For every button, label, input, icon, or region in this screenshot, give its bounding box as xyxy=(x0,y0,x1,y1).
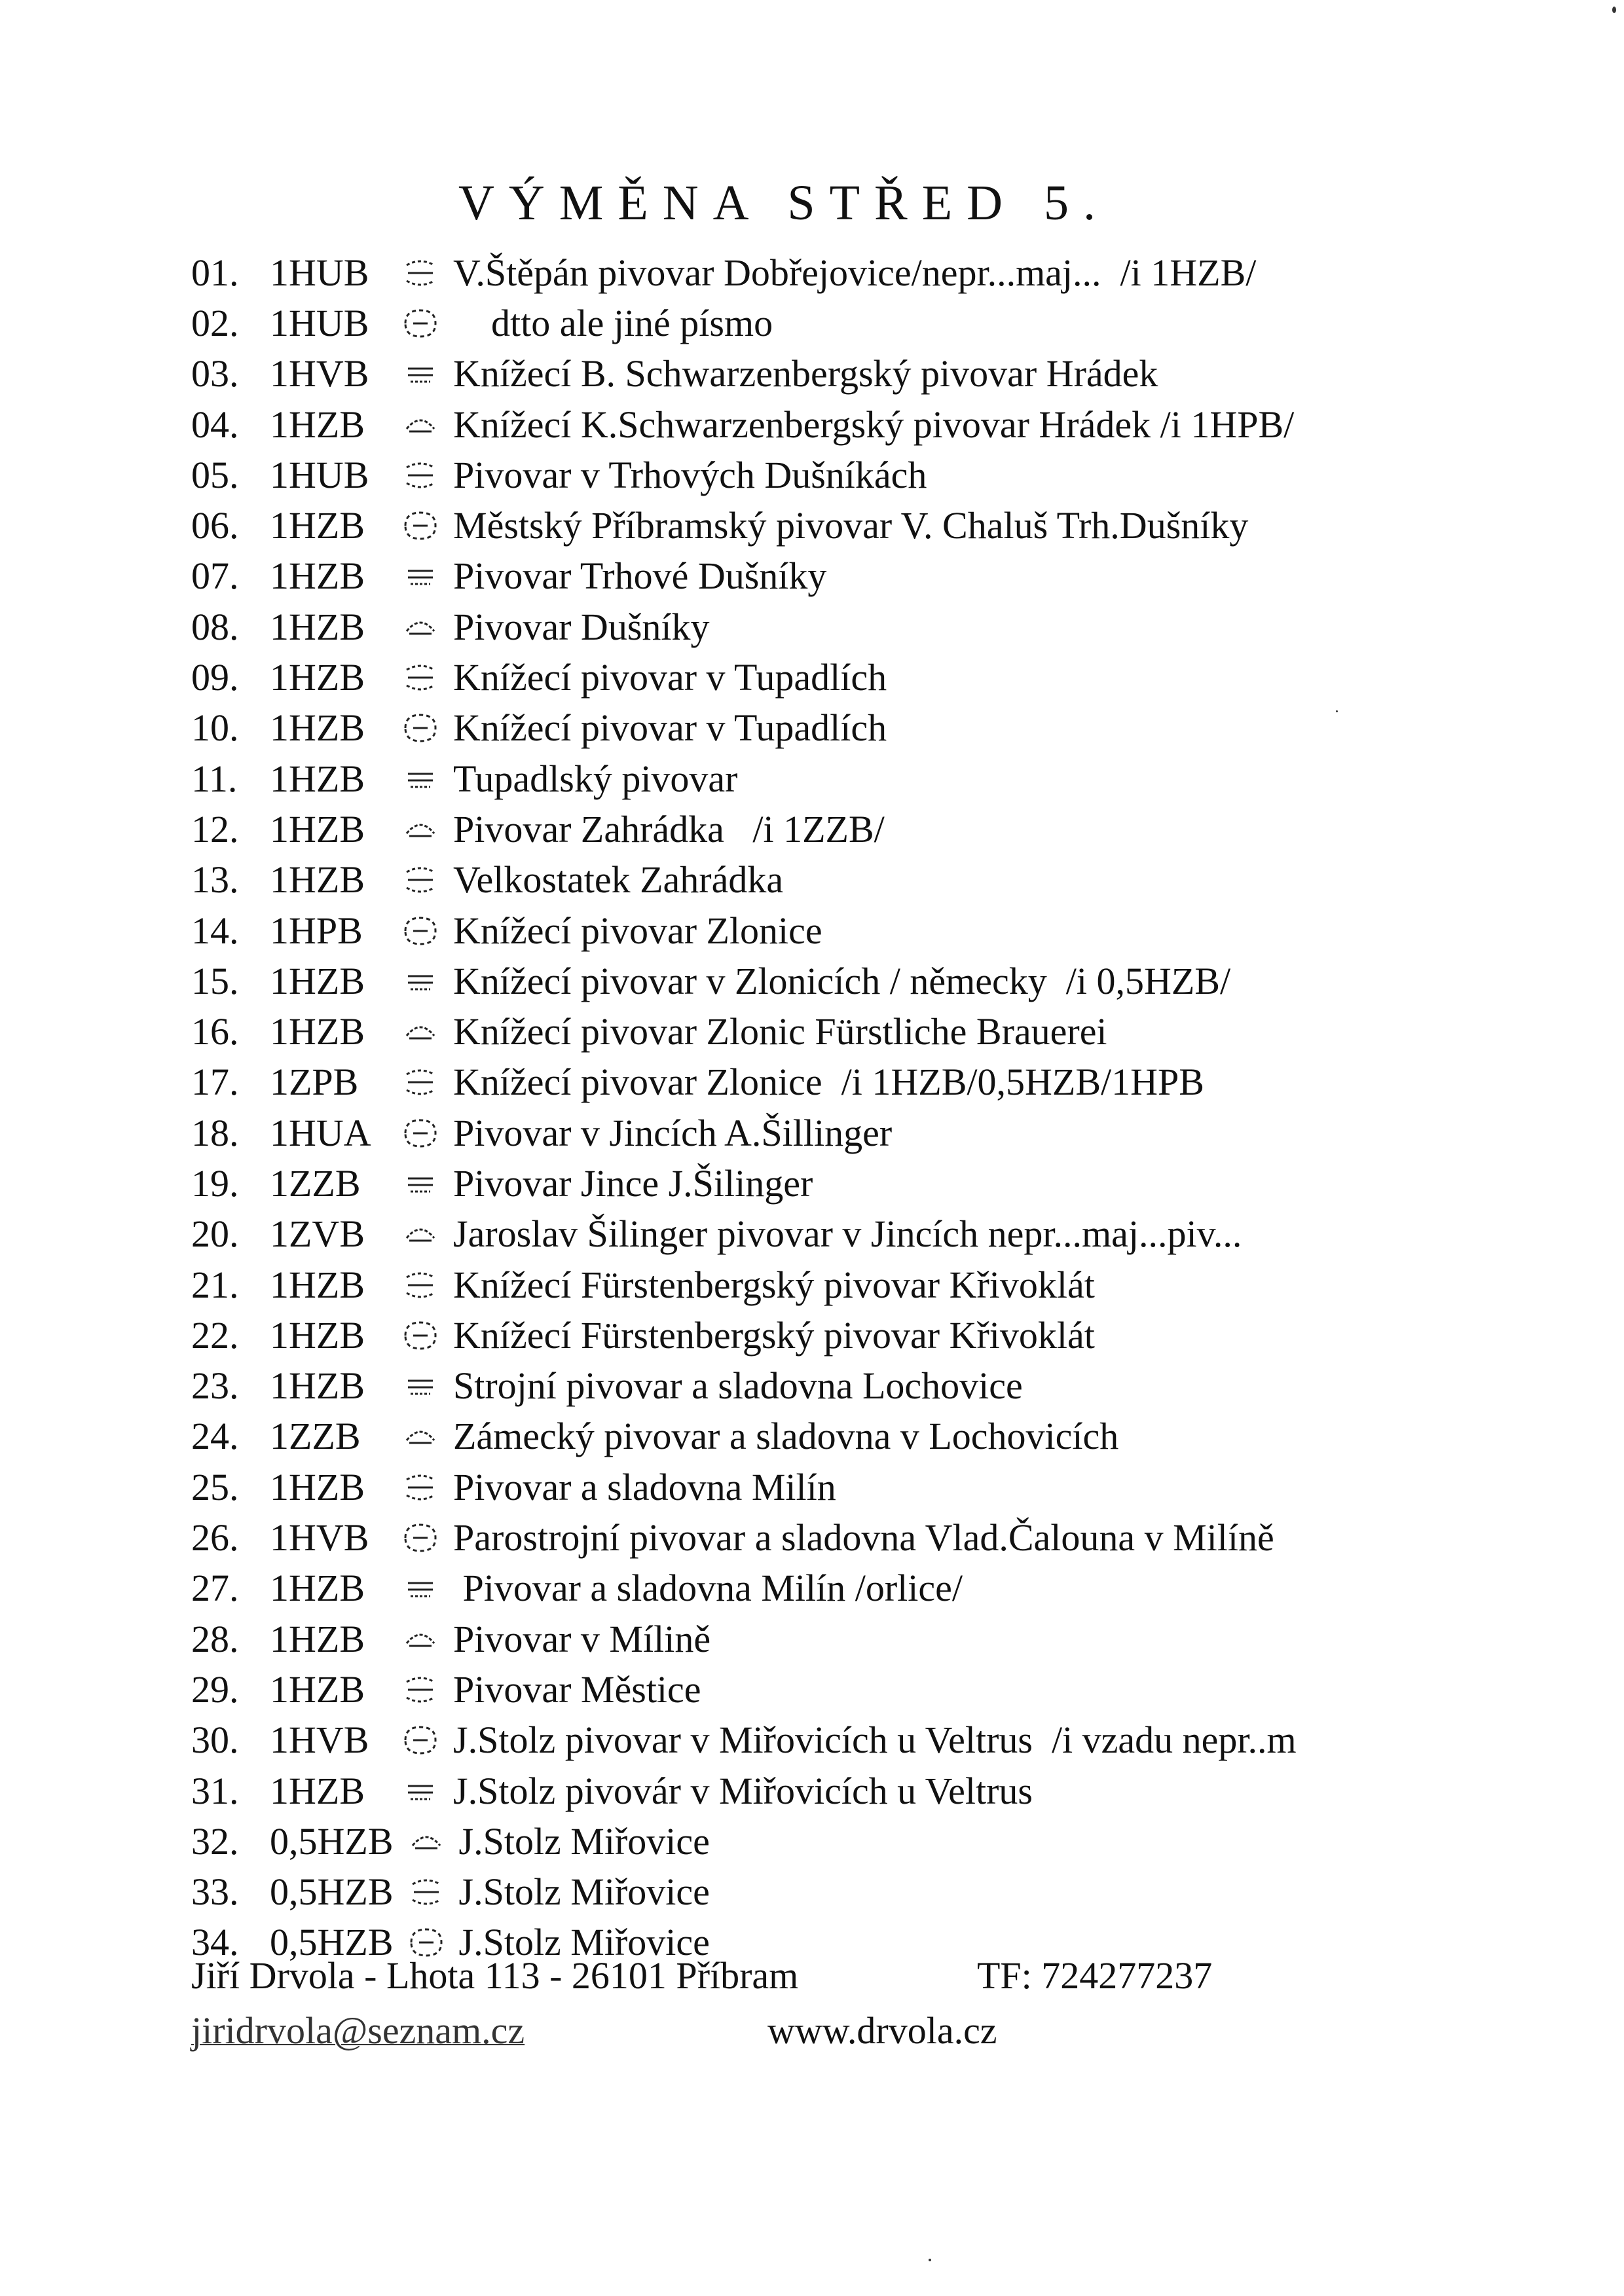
item-code: 0,5HZB xyxy=(270,1921,394,1964)
stopper-mark xyxy=(388,355,453,392)
item-number: 32. xyxy=(191,1819,239,1863)
item-description: Pivovar Jince J.Šilinger xyxy=(453,1161,813,1205)
list-item xyxy=(191,855,1540,905)
item-code: 1HZB xyxy=(270,807,365,850)
stopper-mark-icon xyxy=(397,1317,443,1354)
item-number: 19. xyxy=(191,1161,239,1205)
list-item xyxy=(191,500,1540,551)
item-code: 1HZB xyxy=(270,1364,365,1408)
item-number: 01. xyxy=(191,251,239,294)
scan-speck xyxy=(1612,7,1616,13)
contact-address: Jiří Drvola - Lhota 113 - 26101 Příbram xyxy=(191,1954,799,1997)
stopper-mark-icon xyxy=(397,1773,443,1810)
item-description: Pivovar a sladovna Milín xyxy=(453,1465,836,1508)
item-number: 21. xyxy=(191,1263,239,1306)
stopper-mark xyxy=(388,1013,453,1050)
stopper-mark xyxy=(388,659,453,696)
list-item xyxy=(191,1260,1540,1310)
item-code: 1HZB xyxy=(270,403,365,446)
stopper-mark-icon xyxy=(397,1064,443,1101)
item-description: Pivovar a sladovna Milín /orlice/ xyxy=(453,1567,963,1610)
stopper-mark xyxy=(388,507,453,544)
item-description: Velkostatek Zahrádka xyxy=(453,858,784,902)
stopper-mark xyxy=(388,407,453,443)
item-number: 22. xyxy=(191,1313,239,1357)
list-item xyxy=(191,602,1540,652)
item-description: Parostrojní pivovar a sladovna Vlad.Čalouna v Milíně xyxy=(453,1516,1274,1559)
item-number: 29. xyxy=(191,1667,239,1711)
item-number: 05. xyxy=(191,453,239,496)
item-code: 1HVB xyxy=(270,352,369,395)
item-number: 27. xyxy=(191,1567,239,1610)
item-code: 1HZB xyxy=(270,1313,365,1357)
stopper-mark-icon xyxy=(403,1874,449,1910)
stopper-mark xyxy=(388,457,453,494)
item-description: Zámecký pivovar a sladovna v Lochovicích xyxy=(453,1415,1119,1458)
stopper-mark xyxy=(388,1773,453,1810)
item-number: 30. xyxy=(191,1719,239,1762)
stopper-mark-icon xyxy=(397,761,443,797)
list-item xyxy=(191,247,1540,298)
list-item xyxy=(191,1310,1540,1360)
item-number: 31. xyxy=(191,1769,239,1812)
item-description: Knížecí B. Schwarzenbergský pivovar Hrádek xyxy=(453,352,1158,395)
item-description: Knížecí pivovar Zlonice xyxy=(453,909,822,952)
list-item xyxy=(191,1563,1540,1614)
item-description: Jaroslav Šilinger pivovar v Jincích nepr...maj...piv... xyxy=(453,1212,1242,1256)
stopper-mark-icon xyxy=(397,407,443,443)
list-item xyxy=(191,1412,1540,1462)
stopper-mark-icon xyxy=(397,963,443,1000)
item-code: 1HZB xyxy=(270,1769,365,1812)
stopper-mark-icon xyxy=(397,255,443,291)
item-description: Pivovar Dušníky xyxy=(453,605,710,648)
item-number: 23. xyxy=(191,1364,239,1408)
stopper-mark-icon xyxy=(397,659,443,696)
stopper-mark-icon xyxy=(397,1621,443,1658)
list-item xyxy=(191,956,1540,1006)
contact-email-link[interactable]: jiridrvola@seznam.cz xyxy=(191,2009,525,2052)
item-description: Tupadlský pivovar xyxy=(453,757,738,800)
item-code: 1HVB xyxy=(270,1719,369,1762)
item-description: dtto ale jiné písmo xyxy=(453,301,773,344)
contact-footer xyxy=(191,1948,1435,2058)
item-description: Knížecí pivovar v Zlonicích / německy /i 0,5HZB/ xyxy=(453,959,1231,1002)
stopper-mark xyxy=(388,1722,453,1758)
stopper-mark xyxy=(388,811,453,848)
stopper-mark-icon xyxy=(397,1418,443,1455)
list-item xyxy=(191,905,1540,956)
item-description: Knížecí Fürstenbergský pivovar Křivoklát xyxy=(453,1263,1095,1306)
item-code: 1HVB xyxy=(270,1516,369,1559)
scan-speck xyxy=(929,2259,931,2261)
stopper-mark-icon xyxy=(397,1368,443,1404)
stopper-mark xyxy=(388,761,453,797)
list-item xyxy=(191,1715,1540,1766)
stopper-mark xyxy=(388,1621,453,1658)
list-item xyxy=(191,1209,1540,1260)
list-item xyxy=(191,551,1540,602)
item-number: 25. xyxy=(191,1465,239,1508)
stopper-mark-icon xyxy=(397,507,443,544)
stopper-mark xyxy=(388,862,453,898)
list-item xyxy=(191,1512,1540,1563)
stopper-mark-icon xyxy=(397,1267,443,1303)
item-number: 17. xyxy=(191,1061,239,1104)
stopper-mark xyxy=(388,1064,453,1101)
item-description: Knížecí pivovar Zlonice /i 1HZB/0,5HZB/1HPB xyxy=(453,1061,1204,1104)
list-item xyxy=(191,1108,1540,1158)
item-code: 1HZB xyxy=(270,1617,365,1660)
item-code: 1HZB xyxy=(270,858,365,902)
item-number: 34. xyxy=(191,1921,239,1964)
stopper-mark-icon xyxy=(397,305,443,342)
scan-speck xyxy=(1336,710,1338,712)
list-item xyxy=(191,349,1540,399)
stopper-mark xyxy=(388,609,453,646)
item-description: J.Stolz Miřovice xyxy=(458,1870,710,1914)
item-number: 26. xyxy=(191,1516,239,1559)
stopper-mark-icon xyxy=(397,1570,443,1607)
item-code: 1HZB xyxy=(270,1667,365,1711)
item-description: Pivovar v Mílině xyxy=(453,1617,711,1660)
item-number: 16. xyxy=(191,1010,239,1053)
stopper-mark-icon xyxy=(397,355,443,392)
list-item xyxy=(191,1766,1540,1816)
item-number: 24. xyxy=(191,1415,239,1458)
stopper-mark xyxy=(394,1874,459,1910)
stopper-mark xyxy=(388,963,453,1000)
list-item xyxy=(191,1006,1540,1057)
item-code: 1HZB xyxy=(270,1465,365,1508)
item-number: 12. xyxy=(191,807,239,850)
item-code: 1ZZB xyxy=(270,1161,361,1205)
item-description: J.Stolz Miřovice xyxy=(458,1921,710,1964)
item-description: Pivovar Městice xyxy=(453,1667,701,1711)
list-item xyxy=(191,1867,1540,1918)
list-item xyxy=(191,703,1540,754)
item-description: Pivovar v Jincích A.Šillinger xyxy=(453,1111,893,1154)
item-code: 1HZB xyxy=(270,504,365,547)
item-description: Pivovar Zahrádka /i 1ZZB/ xyxy=(453,807,885,850)
contact-phone: TF: 724277237 xyxy=(977,1954,1213,1997)
stopper-mark xyxy=(388,913,453,949)
stopper-mark-icon xyxy=(397,710,443,746)
stopper-mark xyxy=(388,305,453,342)
item-description: Pivovar v Trhových Dušníkách xyxy=(453,453,927,496)
stopper-mark-icon xyxy=(397,1671,443,1708)
item-code: 1HZB xyxy=(270,706,365,750)
item-number: 04. xyxy=(191,403,239,446)
list-item xyxy=(191,1664,1540,1715)
item-code: 0,5HZB xyxy=(270,1870,394,1914)
item-code: 1HZB xyxy=(270,1567,365,1610)
item-number: 20. xyxy=(191,1212,239,1256)
item-description: Knížecí pivovar v Tupadlích xyxy=(453,706,887,750)
item-number: 02. xyxy=(191,301,239,344)
item-number: 11. xyxy=(191,757,238,800)
item-number: 07. xyxy=(191,555,239,598)
item-number: 03. xyxy=(191,352,239,395)
item-code: 1ZZB xyxy=(270,1415,361,1458)
item-description: J.Stolz pivovar v Miřovicích u Veltrus /i vzadu nepr..m xyxy=(453,1719,1297,1762)
stopper-mark-icon xyxy=(397,1469,443,1506)
item-code: 1HUB xyxy=(270,453,369,496)
item-number: 28. xyxy=(191,1617,239,1660)
item-code: 0,5HZB xyxy=(270,1819,394,1863)
list-item xyxy=(191,1816,1540,1867)
stopper-mark xyxy=(388,1216,453,1252)
stopper-mark xyxy=(388,1317,453,1354)
item-code: 1HZB xyxy=(270,555,365,598)
stopper-mark-icon xyxy=(403,1823,449,1860)
list-item xyxy=(191,450,1540,500)
list-item xyxy=(191,652,1540,702)
item-description: Knížecí Fürstenbergský pivovar Křivoklát xyxy=(453,1313,1095,1357)
stopper-mark xyxy=(388,1165,453,1202)
exchange-list xyxy=(191,247,1540,1968)
item-description: Městský Příbramský pivovar V. Chaluš Trh.Dušníky xyxy=(453,504,1249,547)
item-code: 1HZB xyxy=(270,1263,365,1306)
stopper-mark xyxy=(388,558,453,594)
stopper-mark xyxy=(394,1823,459,1860)
item-description: Strojní pivovar a sladovna Lochovice xyxy=(453,1364,1023,1408)
stopper-mark xyxy=(388,1570,453,1607)
stopper-mark-icon xyxy=(397,1722,443,1758)
stopper-mark xyxy=(388,1267,453,1303)
item-code: 1HZB xyxy=(270,656,365,699)
stopper-mark-icon xyxy=(397,1013,443,1050)
stopper-mark xyxy=(388,1418,453,1455)
stopper-mark xyxy=(388,1520,453,1556)
list-item xyxy=(191,399,1540,450)
page-title: VÝMĚNA STŘED 5. xyxy=(458,175,1111,230)
list-item xyxy=(191,1462,1540,1512)
item-number: 33. xyxy=(191,1870,239,1914)
item-number: 08. xyxy=(191,605,239,648)
stopper-mark-icon xyxy=(397,558,443,594)
item-number: 06. xyxy=(191,504,239,547)
footer-line-address xyxy=(191,1948,1435,2003)
stopper-mark-icon xyxy=(397,609,443,646)
list-item xyxy=(191,754,1540,804)
item-description: Knížecí pivovar v Tupadlích xyxy=(453,656,887,699)
item-description: J.Stolz pivovár v Miřovicích u Veltrus xyxy=(453,1769,1033,1812)
item-code: 1HZB xyxy=(270,757,365,800)
list-item xyxy=(191,1158,1540,1209)
item-number: 15. xyxy=(191,959,239,1002)
item-code: 1HZB xyxy=(270,959,365,1002)
stopper-mark xyxy=(388,1368,453,1404)
stopper-mark xyxy=(388,255,453,291)
list-item xyxy=(191,1614,1540,1664)
item-description: Knížecí pivovar Zlonic Fürstliche Brauerei xyxy=(453,1010,1107,1053)
item-code: 1HUA xyxy=(270,1111,371,1154)
item-code: 1HZB xyxy=(270,605,365,648)
item-code: 1HUB xyxy=(270,301,369,344)
item-number: 09. xyxy=(191,656,239,699)
stopper-mark xyxy=(388,1671,453,1708)
item-number: 18. xyxy=(191,1111,239,1154)
item-description: Knížecí K.Schwarzenbergský pivovar Hrádek /i 1HPB/ xyxy=(453,403,1295,446)
item-description: Pivovar Trhové Dušníky xyxy=(453,555,827,598)
item-code: 1HUB xyxy=(270,251,369,294)
stopper-mark-icon xyxy=(397,1115,443,1152)
item-description: J.Stolz Miřovice xyxy=(458,1819,710,1863)
item-code: 1HZB xyxy=(270,1010,365,1053)
list-item xyxy=(191,1361,1540,1412)
item-number: 10. xyxy=(191,706,239,750)
stopper-mark-icon xyxy=(397,1165,443,1202)
item-number: 14. xyxy=(191,909,239,952)
list-item xyxy=(191,298,1540,348)
item-code: 1ZVB xyxy=(270,1212,365,1256)
stopper-mark-icon xyxy=(397,811,443,848)
list-item xyxy=(191,1057,1540,1108)
stopper-mark-icon xyxy=(397,457,443,494)
stopper-mark-icon xyxy=(397,1520,443,1556)
stopper-mark xyxy=(388,1115,453,1152)
stopper-mark xyxy=(388,710,453,746)
item-description: V.Štěpán pivovar Dobřejovice/nepr...maj... /i 1HZB/ xyxy=(453,251,1257,294)
item-number: 13. xyxy=(191,858,239,902)
stopper-mark xyxy=(388,1469,453,1506)
list-item xyxy=(191,804,1540,854)
item-code: 1ZPB xyxy=(270,1061,359,1104)
stopper-mark-icon xyxy=(397,913,443,949)
footer-line-web xyxy=(191,2003,1435,2058)
contact-website[interactable]: www.drvola.cz xyxy=(767,2009,997,2052)
stopper-mark-icon xyxy=(397,862,443,898)
item-code: 1HPB xyxy=(270,909,363,952)
stopper-mark-icon xyxy=(397,1216,443,1252)
